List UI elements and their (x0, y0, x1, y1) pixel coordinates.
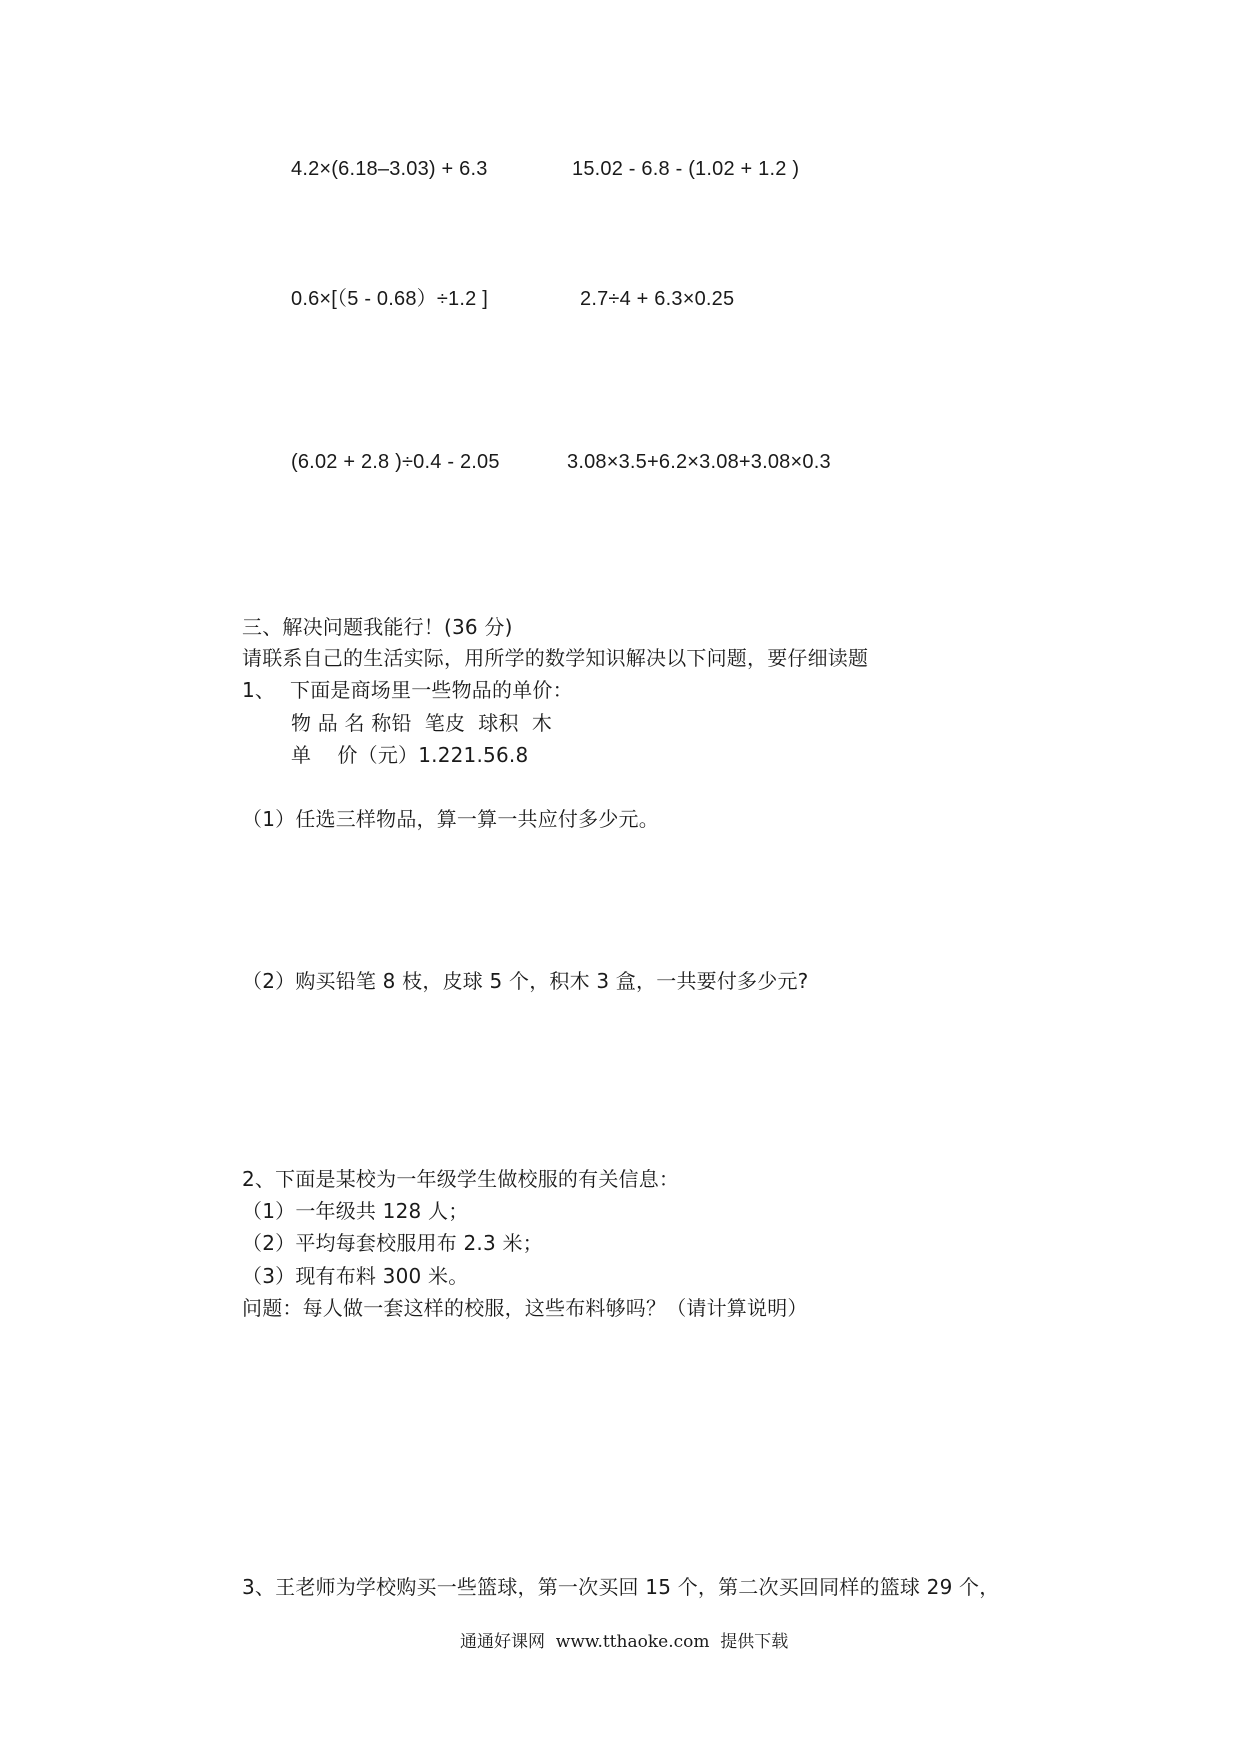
q1-sub2: （2）购买铅笔 8 枝，皮球 5 个，积木 3 盒，一共要付多少元? (242, 969, 809, 993)
q2-info3: （3）现有布料 300 米。 (242, 1264, 469, 1288)
calc-row3-left: (6.02 + 2.8 )÷0.4 - 2.05 (291, 451, 500, 473)
calc-row3-right: 3.08×3.5+6.2×3.08+3.08×0.3 (567, 451, 831, 473)
q2-info1: （1）一年级共 128 人； (242, 1199, 469, 1223)
q2-info2: （2）平均每套校服用布 2.3 米； (242, 1231, 543, 1255)
section3-intro: 请联系自己的生活实际，用所学的数学知识解决以下问题，要仔细读题 (242, 646, 869, 670)
section3-heading: 三、解决问题我能行！(36 分) (242, 615, 513, 639)
q3-text: 3、王老师为学校购买一些篮球，第一次买回 15 个，第二次买回同样的篮球 29 个， (242, 1575, 1000, 1599)
q1-table-row2: 单 价（元）1.221.56.8 (291, 743, 529, 767)
q1-table-row1: 物 品 名 称铅 笔皮 球积 木 (291, 711, 553, 735)
calc-row1-right: 15.02 - 6.8 - (1.02 + 1.2 ) (572, 158, 800, 180)
calc-row2-right: 2.7÷4 + 6.3×0.25 (580, 288, 735, 310)
calc-row2-left: 0.6×[（5 - 0.68）÷1.2 ] (291, 288, 488, 310)
q1-text: 下面是商场里一些物品的单价： (290, 678, 573, 702)
q2-intro: 2、下面是某校为一年级学生做校服的有关信息： (242, 1167, 680, 1191)
q1-number: 1、 (242, 678, 276, 702)
q1-sub1: （1）任选三样物品，算一算一共应付多少元。 (242, 807, 659, 831)
footer-source: 通通好课网 www.tthaoke.com 提供下载 (460, 1632, 789, 1652)
calc-row1-left: 4.2×(6.18–3.03) + 6.3 (291, 158, 488, 180)
q2-question: 问题：每人做一套这样的校服，这些布料够吗？（请计算说明） (242, 1296, 808, 1320)
